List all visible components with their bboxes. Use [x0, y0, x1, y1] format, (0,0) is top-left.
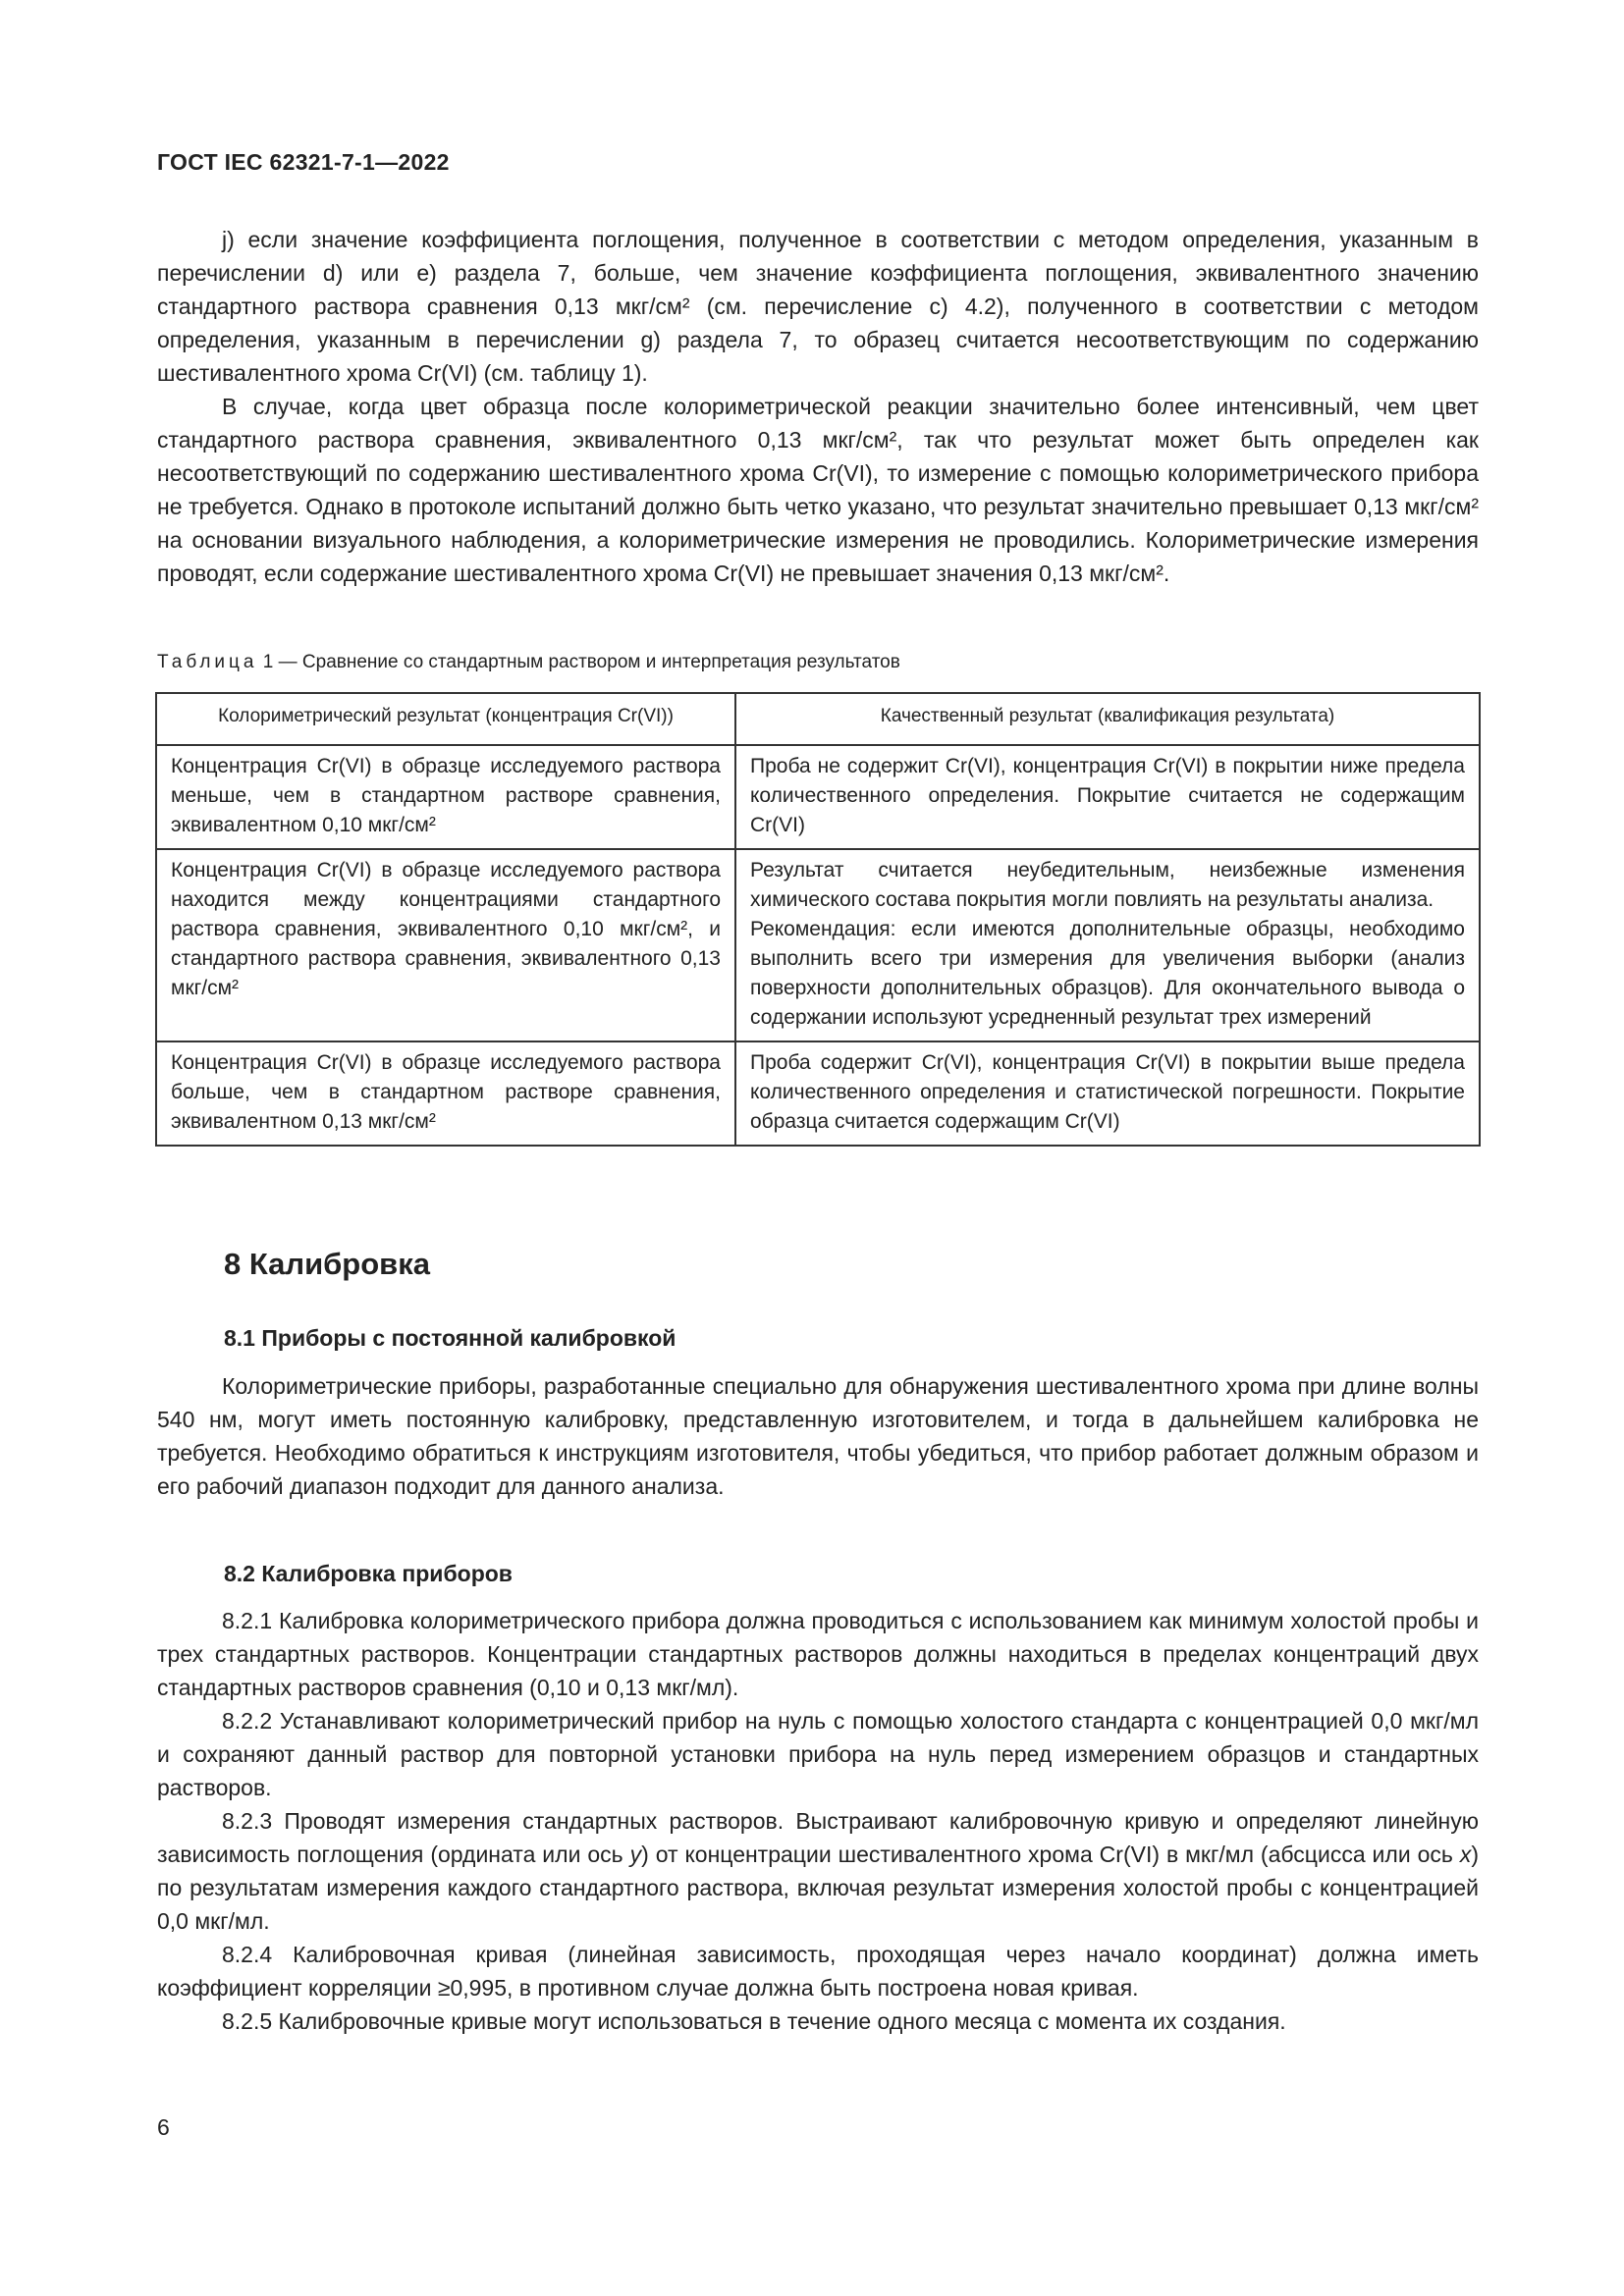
text-run: ) по результатам измерения каждого стандартного раствора, включая результат измерения холостой пробы с концентрацией 0,0 мкг/мл.	[157, 1842, 1480, 1934]
table-cell-line: Рекомендация: если имеются дополнительные образцы, необходимо выполнить всего три измерения для увеличения выборки (анализ поверхности дополнительных образцов). Для окончательного вывода о содержании используют усредненный результат трех измерений	[750, 918, 1465, 1029]
page-number: 6	[157, 2114, 170, 2140]
table-caption	[157, 652, 900, 673]
results-table	[155, 692, 1481, 1147]
table-cell: Концентрация Cr(VI) в образце исследуемого раствора находится между концентрациями стандартного раствора сравнения, эквивалентного 0,10 мкг/см², и стандартного раствора сравнения, эквивалентного 0,13 мкг/см²	[156, 849, 735, 1041]
paragraph-8-2-5: 8.2.5 Калибровочные кривые могут использоваться в течение одного месяца с момента их создания.	[222, 2008, 1286, 2034]
section-8-1-text	[157, 1369, 1479, 1503]
table-row	[156, 745, 1480, 849]
paragraph-visual-exceed: В случае, когда цвет образца после колориметрической реакции значительно более интенсивный, чем цвет стандартного раствора сравнения, эквивалентного 0,13 мкг/см², так что результат может быть определен как несоответствующий по содержанию шестивалентного хрома Cr(VI), то измерение с помощью колориметрического прибора не требуется. Однако в протоколе испытаний должно быть четко указано, что результат значительно превышает 0,13 мкг/см² на основании визуального наблюдения, а колориметрические измерения не проводились. Колориметрические измерения проводят, если содержание шестивалентного хрома Cr(VI) не превышает значения 0,13 мкг/см².	[157, 394, 1479, 586]
table-cell: Проба содержит Cr(VI), концентрация Cr(VI) в покрытии выше предела количественного определения и статистической погрешности. Покрытие образца считается содержащим Cr(VI)	[735, 1041, 1480, 1146]
section-8-2-text	[157, 1604, 1479, 2038]
document-header: ГОСТ IEC 62321-7-1—2022	[157, 149, 450, 175]
intro-text	[157, 223, 1479, 590]
table-row	[156, 1041, 1480, 1146]
table-cell-line: Результат считается неубедительным, неизбежные изменения химического состава покрытия могли повлиять на результаты анализа.	[750, 859, 1465, 911]
section-8-heading: 8 Калибровка	[224, 1247, 430, 1281]
table-header-cell: Качественный результат (квалификация результата)	[735, 693, 1480, 745]
table-cell: Проба не содержит Cr(VI), концентрация Cr(VI) в покрытии ниже предела количественного определения. Покрытие считается не содержащим Cr(VI)	[735, 745, 1480, 849]
table-header-cell: Колориметрический результат (концентрация Cr(VI))	[156, 693, 735, 745]
paragraph-8-2-2: 8.2.2 Устанавливают колориметрический прибор на нуль с помощью холостого стандарта с концентрацией 0,0 мкг/мл и сохраняют данный раствор для повторной установки прибора на нуль перед измерением образцов и стандартных растворов.	[157, 1708, 1479, 1800]
text-run: 8.2.3 Проводят измерения стандартных растворов. Выстраивают калибровочную кривую и определяют линейную зависимость поглощения (ордината или ось	[157, 1808, 1479, 1867]
paragraph-8-2-3	[157, 1804, 1479, 1938]
section-8-1-heading: 8.1 Приборы с постоянной калибровкой	[224, 1325, 677, 1351]
paragraph-8-1: Колориметрические приборы, разработанные специально для обнаружения шестивалентного хрома при длине волны 540 нм, могут иметь постоянную калибровку, представленную изготовителем, и тогда в дальнейшем калибровка не требуется. Необходимо обратиться к инструкциям изготовителя, чтобы убедиться, что прибор работает должным образом и его рабочий диапазон подходит для данного анализа.	[157, 1373, 1479, 1499]
table-cell: Концентрация Cr(VI) в образце исследуемого раствора больше, чем в стандартном растворе сравнения, эквивалентном 0,13 мкг/см²	[156, 1041, 735, 1146]
table-caption-text: 1 — Сравнение со стандартным раствором и интерпретация результатов	[262, 652, 900, 672]
paragraph-8-2-1: 8.2.1 Калибровка колориметрического прибора должна проводиться с использованием как минимум холостой пробы и трех стандартных растворов. Концентрации стандартных растворов должны находиться в пределах концентраций двух стандартных растворов сравнения (0,10 и 0,13 мкг/мл).	[157, 1608, 1479, 1700]
table-header-row	[156, 693, 1480, 745]
axis-x-symbol: x	[1459, 1842, 1472, 1867]
paragraph-8-2-4: 8.2.4 Калибровочная кривая (линейная зависимость, проходящая через начало координат) должна иметь коэффициент корреляции ≥0,995, в противном случае должна быть построена новая кривая.	[157, 1942, 1479, 2001]
table-cell	[735, 849, 1480, 1041]
table-row	[156, 849, 1480, 1041]
table-caption-word: Таблица	[157, 652, 258, 672]
paragraph-item-j: j) если значение коэффициента поглощения, полученное в соответствии с методом определения, указанным в перечислении d) или e) раздела 7, больше, чем значение коэффициента поглощения, эквивалентного значению стандартного раствора сравнения 0,13 мкг/см² (см. перечисление c) 4.2), полученного в соответствии с методом определения, указанным в перечислении g) раздела 7, то образец считается несоответствующим по содержанию шестивалентного хрома Cr(VI) (см. таблицу 1).	[157, 227, 1479, 386]
table-cell: Концентрация Cr(VI) в образце исследуемого раствора меньше, чем в стандартном растворе сравнения, эквивалентном 0,10 мкг/см²	[156, 745, 735, 849]
axis-y-symbol: y	[629, 1842, 642, 1867]
section-8-2-heading: 8.2 Калибровка приборов	[224, 1561, 513, 1586]
text-run: ) от концентрации шестивалентного хрома Cr(VI) в мкг/мл (абсцисса или ось	[641, 1842, 1460, 1867]
